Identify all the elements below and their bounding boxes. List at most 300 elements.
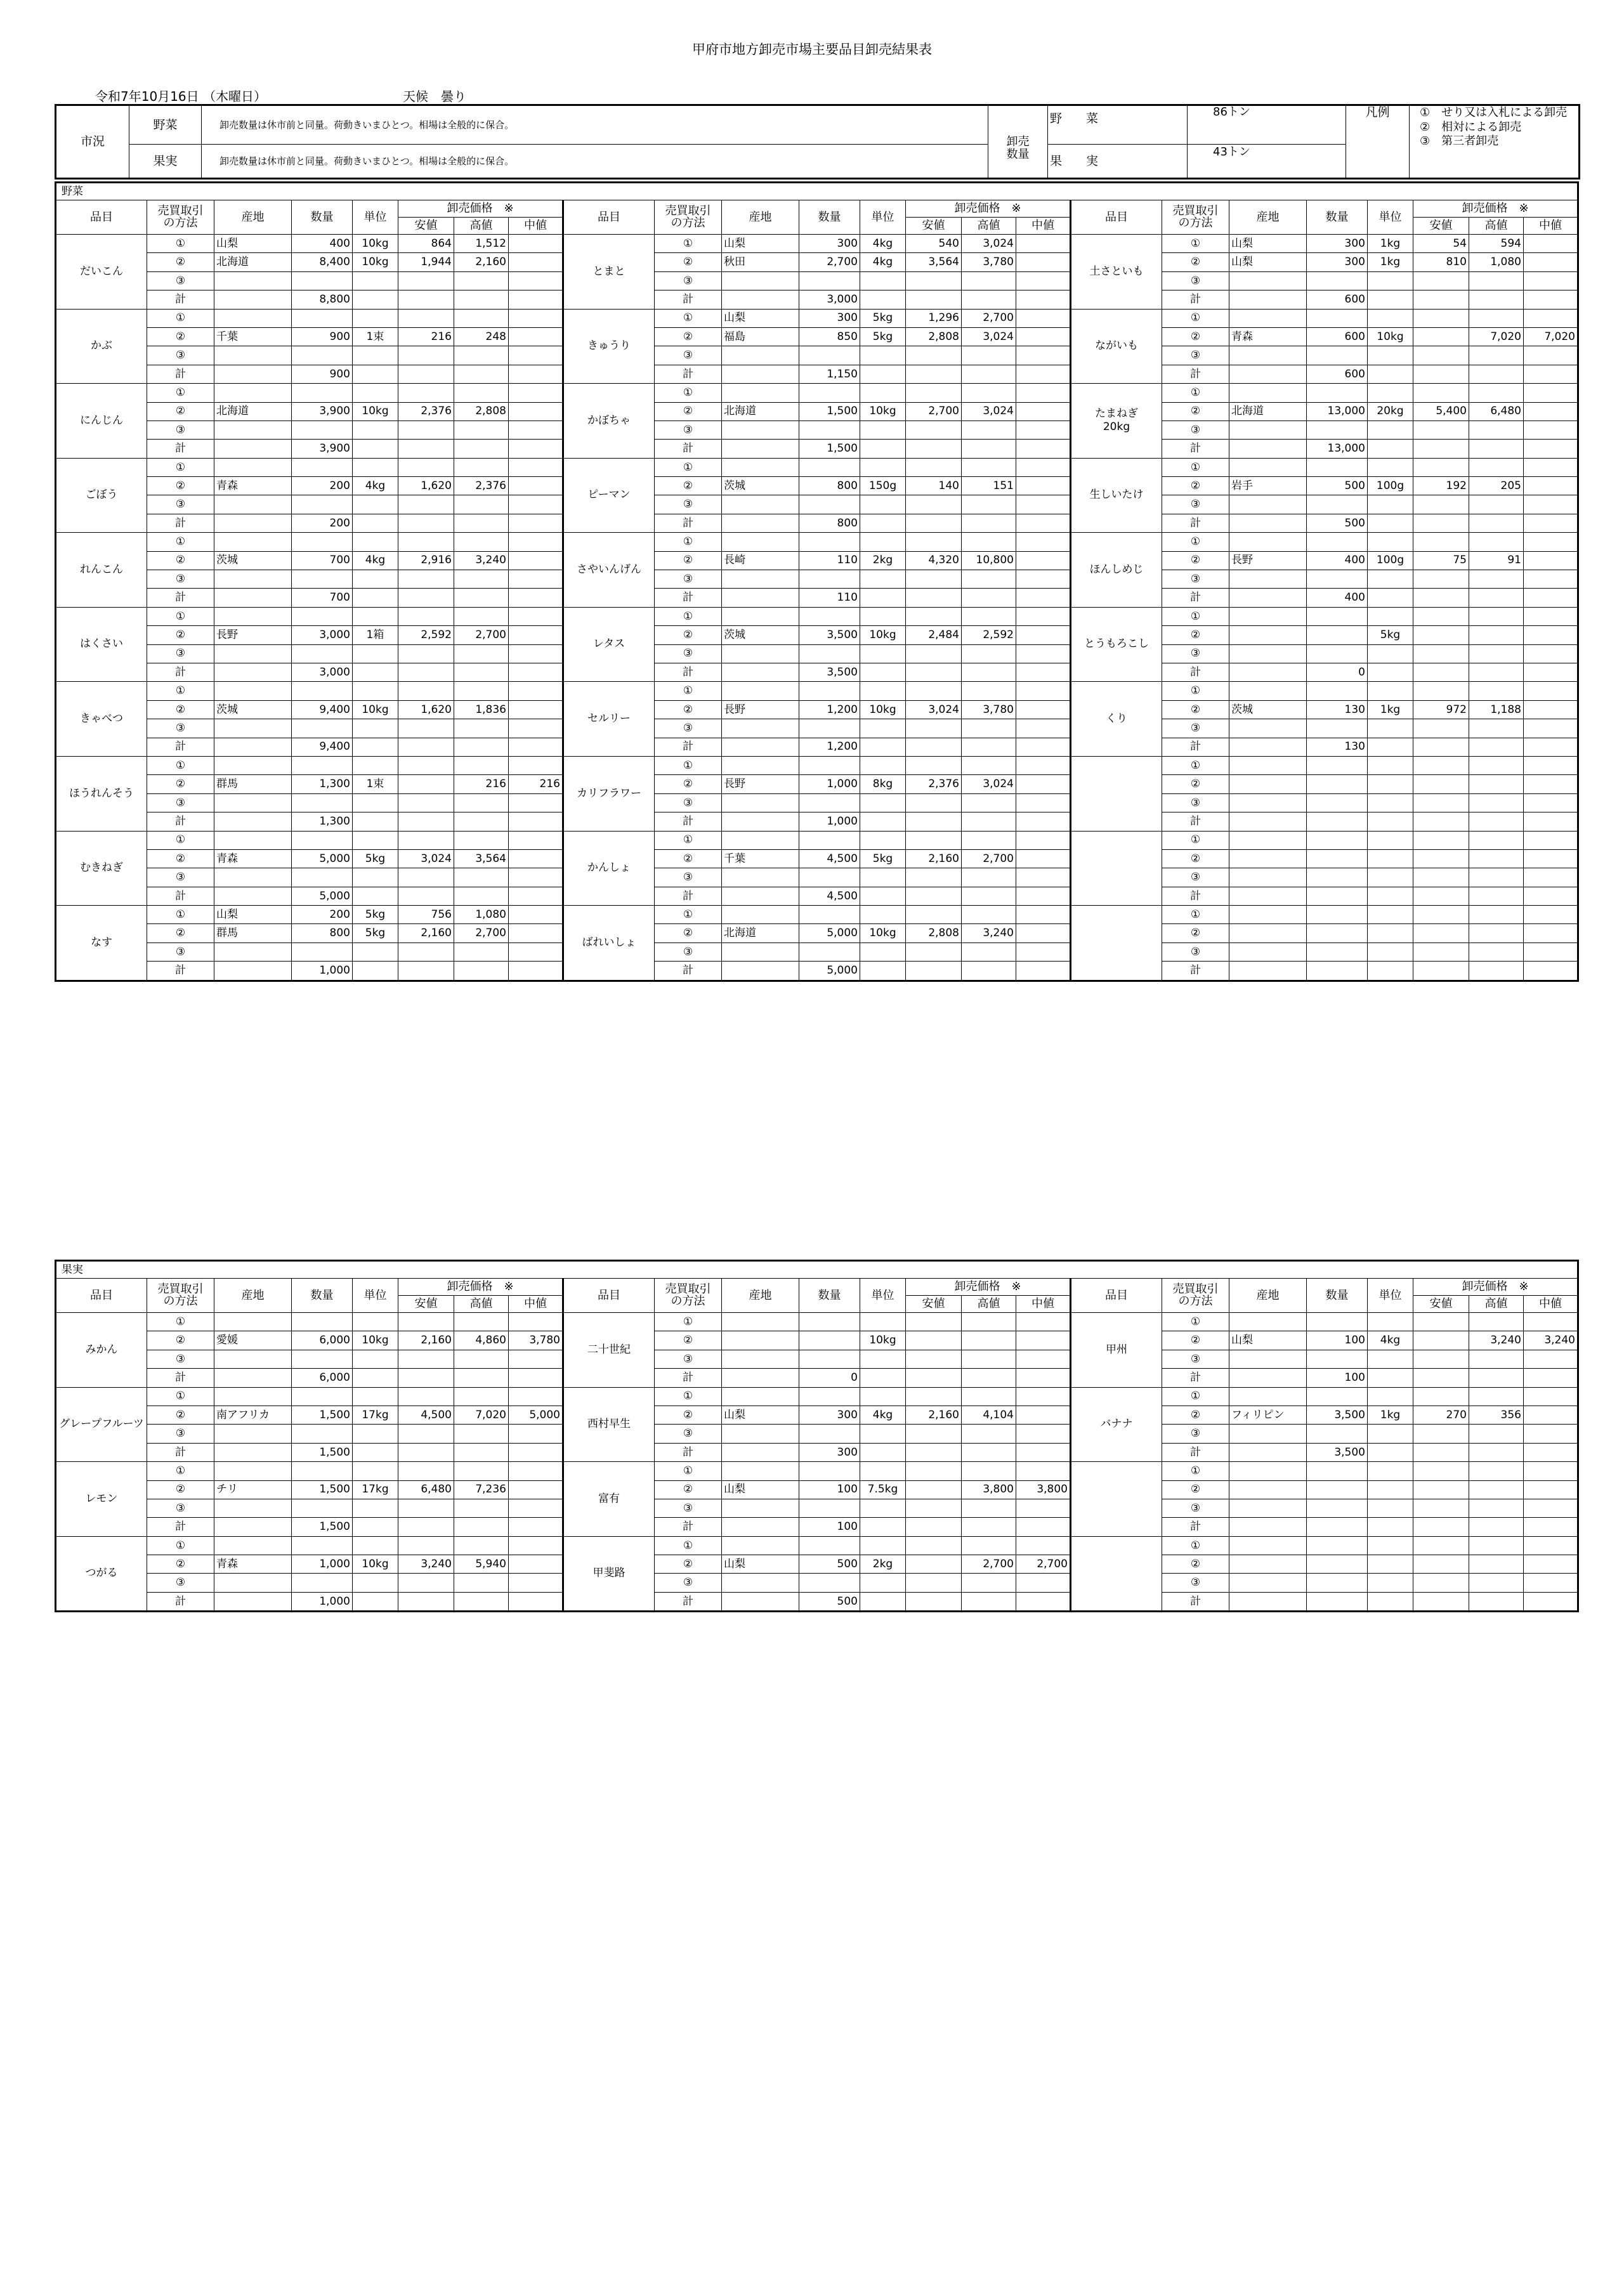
origin bbox=[1229, 1555, 1307, 1574]
quantity bbox=[292, 1574, 353, 1592]
method: ③ bbox=[147, 644, 214, 663]
quantity bbox=[292, 421, 353, 439]
unit bbox=[1368, 290, 1413, 309]
quantity: 800 bbox=[799, 477, 860, 495]
price-mid bbox=[1016, 1313, 1071, 1331]
price-high bbox=[1469, 1536, 1524, 1555]
unit bbox=[353, 887, 398, 905]
price-high bbox=[1469, 719, 1524, 738]
quantity bbox=[292, 533, 353, 551]
quantity: 300 bbox=[799, 235, 860, 253]
method: ① bbox=[147, 682, 214, 700]
origin bbox=[214, 271, 292, 290]
price-high bbox=[1469, 570, 1524, 589]
quantity bbox=[292, 682, 353, 700]
price-high: 2,808 bbox=[454, 402, 509, 421]
price-low bbox=[1413, 607, 1469, 625]
origin: 茨城 bbox=[722, 626, 799, 644]
table-row bbox=[56, 868, 1578, 887]
unit: 10kg bbox=[860, 700, 906, 719]
method: ③ bbox=[1162, 1425, 1229, 1443]
origin bbox=[722, 1313, 799, 1331]
unit bbox=[353, 458, 398, 476]
price-high bbox=[962, 887, 1016, 905]
method: ① bbox=[1162, 831, 1229, 849]
origin bbox=[1229, 1462, 1307, 1480]
quantity: 400 bbox=[1307, 589, 1368, 607]
quantity: 100 bbox=[1307, 1331, 1368, 1350]
price-low bbox=[1413, 1574, 1469, 1592]
quantity: 0 bbox=[799, 1369, 860, 1387]
price-low bbox=[398, 1387, 454, 1406]
unit: 1束 bbox=[353, 775, 398, 793]
price-mid bbox=[1016, 756, 1071, 774]
unit bbox=[1368, 682, 1413, 700]
item-name: ピーマン bbox=[563, 458, 655, 533]
unit bbox=[860, 1499, 906, 1517]
origin bbox=[214, 682, 292, 700]
item-name: むきねぎ bbox=[56, 831, 147, 906]
price-high bbox=[454, 1350, 509, 1368]
price-high bbox=[962, 421, 1016, 439]
price-mid bbox=[509, 253, 563, 271]
unit bbox=[860, 887, 906, 905]
method: ③ bbox=[655, 421, 722, 439]
quantity: 500 bbox=[799, 1555, 860, 1574]
price-high bbox=[1469, 1555, 1524, 1574]
price-high: 7,020 bbox=[454, 1406, 509, 1424]
header-method: 売買取引 の方法 bbox=[147, 200, 214, 235]
unit: 10kg bbox=[353, 253, 398, 271]
origin bbox=[214, 868, 292, 887]
method: 計 bbox=[147, 1592, 214, 1611]
price-mid bbox=[1524, 1480, 1578, 1499]
quantity bbox=[1307, 1536, 1368, 1555]
price-high: 3,024 bbox=[962, 775, 1016, 793]
unit bbox=[1368, 1499, 1413, 1517]
origin bbox=[214, 887, 292, 905]
unit bbox=[1368, 831, 1413, 849]
quantity bbox=[799, 756, 860, 774]
unit bbox=[353, 1499, 398, 1517]
quantity bbox=[1307, 775, 1368, 793]
method: ② bbox=[147, 849, 214, 868]
item-name: なす bbox=[56, 906, 147, 981]
origin bbox=[214, 1425, 292, 1443]
veg-market-comment: 卸売数量は休市前と同量。荷動きいまひとつ。相場は全般的に保合。 bbox=[202, 105, 988, 145]
price-high: 2,700 bbox=[454, 626, 509, 644]
method: 計 bbox=[147, 290, 214, 309]
method: ③ bbox=[655, 1574, 722, 1592]
method: 計 bbox=[1162, 1443, 1229, 1461]
price-low: 3,240 bbox=[398, 1555, 454, 1574]
price-low bbox=[1413, 1387, 1469, 1406]
price-low bbox=[1413, 812, 1469, 831]
unit bbox=[860, 831, 906, 849]
price-low bbox=[1413, 346, 1469, 365]
item-name: とまと bbox=[563, 235, 655, 310]
header-price-high: 高値 bbox=[454, 218, 509, 235]
quantity bbox=[1307, 756, 1368, 774]
method: ③ bbox=[1162, 421, 1229, 439]
price-mid bbox=[509, 1462, 563, 1480]
origin bbox=[1229, 756, 1307, 774]
quantity: 4,500 bbox=[799, 887, 860, 905]
unit bbox=[860, 1313, 906, 1331]
quantity bbox=[799, 644, 860, 663]
origin bbox=[214, 1313, 292, 1331]
fruits-table bbox=[55, 1260, 1579, 1612]
quantity: 110 bbox=[799, 589, 860, 607]
price-mid bbox=[1016, 384, 1071, 402]
unit bbox=[1368, 1518, 1413, 1536]
method: ③ bbox=[655, 943, 722, 961]
price-high: 2,160 bbox=[454, 253, 509, 271]
price-mid bbox=[1524, 477, 1578, 495]
method: ③ bbox=[655, 1425, 722, 1443]
table-row bbox=[56, 421, 1578, 439]
price-mid bbox=[1016, 290, 1071, 309]
price-mid bbox=[1524, 271, 1578, 290]
price-mid bbox=[1524, 533, 1578, 551]
quantity: 5,000 bbox=[799, 924, 860, 943]
quantity bbox=[1307, 812, 1368, 831]
price-mid bbox=[1016, 700, 1071, 719]
quantity: 700 bbox=[292, 589, 353, 607]
price-low bbox=[1413, 719, 1469, 738]
item-name: ながいも bbox=[1071, 309, 1162, 384]
price-low bbox=[398, 440, 454, 458]
price-low bbox=[398, 421, 454, 439]
price-mid bbox=[509, 607, 563, 625]
quantity bbox=[292, 1425, 353, 1443]
method: 計 bbox=[1162, 962, 1229, 981]
header-unit: 単位 bbox=[353, 1279, 398, 1313]
method: ③ bbox=[655, 1350, 722, 1368]
method: ③ bbox=[1162, 495, 1229, 514]
quantity bbox=[799, 1574, 860, 1592]
origin bbox=[722, 887, 799, 905]
origin bbox=[1229, 1369, 1307, 1387]
price-mid bbox=[1524, 1462, 1578, 1480]
quantity bbox=[799, 1313, 860, 1331]
origin: 長野 bbox=[722, 700, 799, 719]
quantity bbox=[1307, 1350, 1368, 1368]
quantity bbox=[799, 607, 860, 625]
price-high bbox=[962, 1350, 1016, 1368]
price-mid bbox=[509, 719, 563, 738]
table-row bbox=[56, 906, 1578, 924]
unit bbox=[353, 1536, 398, 1555]
method: ③ bbox=[147, 868, 214, 887]
table-row bbox=[56, 1499, 1578, 1517]
price-mid: 2,700 bbox=[1016, 1555, 1071, 1574]
price-mid: 3,240 bbox=[1524, 1331, 1578, 1350]
price-mid bbox=[509, 1480, 563, 1499]
method: ① bbox=[655, 906, 722, 924]
price-mid bbox=[1524, 682, 1578, 700]
origin: 茨城 bbox=[214, 700, 292, 719]
price-low bbox=[398, 309, 454, 327]
quantity: 850 bbox=[799, 327, 860, 346]
unit bbox=[353, 290, 398, 309]
quantity: 300 bbox=[799, 309, 860, 327]
quantity bbox=[1307, 384, 1368, 402]
quantity: 3,000 bbox=[799, 290, 860, 309]
price-high bbox=[962, 943, 1016, 961]
page-title: 甲府市地方卸売市場主要品目卸売結果表 bbox=[692, 42, 932, 57]
item-name: ほんしめじ bbox=[1071, 533, 1162, 608]
price-mid bbox=[509, 924, 563, 943]
price-low bbox=[906, 1331, 962, 1350]
quantity bbox=[1307, 607, 1368, 625]
price-mid bbox=[1524, 1387, 1578, 1406]
item-name: セルリー bbox=[563, 682, 655, 757]
method: ② bbox=[147, 253, 214, 271]
quantity: 300 bbox=[799, 1443, 860, 1461]
price-mid bbox=[1016, 1592, 1071, 1611]
unit bbox=[1368, 849, 1413, 868]
origin: 秋田 bbox=[722, 253, 799, 271]
price-high bbox=[454, 1443, 509, 1461]
price-high bbox=[1469, 1592, 1524, 1611]
price-low bbox=[1413, 924, 1469, 943]
price-high bbox=[1469, 607, 1524, 625]
price-high bbox=[962, 1499, 1016, 1517]
price-high bbox=[454, 793, 509, 812]
unit bbox=[1368, 1555, 1413, 1574]
unit: 5kg bbox=[1368, 626, 1413, 644]
unit bbox=[860, 1518, 906, 1536]
unit bbox=[860, 458, 906, 476]
quantity: 3,500 bbox=[1307, 1406, 1368, 1424]
price-low bbox=[398, 607, 454, 625]
method: ② bbox=[655, 327, 722, 346]
price-low bbox=[398, 962, 454, 981]
price-mid bbox=[1016, 775, 1071, 793]
unit bbox=[860, 719, 906, 738]
origin: 山梨 bbox=[722, 1480, 799, 1499]
price-low bbox=[906, 756, 962, 774]
origin bbox=[1229, 1592, 1307, 1611]
method: ① bbox=[1162, 458, 1229, 476]
method: 計 bbox=[1162, 887, 1229, 905]
price-low bbox=[398, 738, 454, 756]
quantity bbox=[1307, 887, 1368, 905]
price-high bbox=[1469, 421, 1524, 439]
origin bbox=[1229, 1443, 1307, 1461]
price-low bbox=[1413, 309, 1469, 327]
quantity: 3,500 bbox=[799, 626, 860, 644]
unit bbox=[353, 962, 398, 981]
origin bbox=[214, 290, 292, 309]
origin bbox=[1229, 1536, 1307, 1555]
price-mid bbox=[509, 663, 563, 681]
header-price-low: 安値 bbox=[398, 218, 454, 235]
unit bbox=[353, 570, 398, 589]
header-quantity: 数量 bbox=[1307, 200, 1368, 235]
quantity bbox=[1307, 533, 1368, 551]
unit bbox=[1368, 924, 1413, 943]
origin bbox=[214, 309, 292, 327]
origin bbox=[722, 719, 799, 738]
legend-item-1: ① せり又は入札による卸売 bbox=[1420, 106, 1568, 119]
price-low bbox=[1413, 1592, 1469, 1611]
header-unit: 単位 bbox=[1368, 200, 1413, 235]
price-mid bbox=[509, 589, 563, 607]
table-row bbox=[56, 309, 1578, 327]
price-high: 3,780 bbox=[962, 700, 1016, 719]
method: ③ bbox=[1162, 943, 1229, 961]
header-item: 品目 bbox=[1071, 1279, 1162, 1313]
price-mid: 216 bbox=[509, 775, 563, 793]
method: 計 bbox=[655, 514, 722, 532]
price-mid bbox=[1016, 1462, 1071, 1480]
fruit-volume-value: 43トン bbox=[1188, 145, 1346, 179]
price-low bbox=[398, 458, 454, 476]
method: ② bbox=[655, 849, 722, 868]
price-high bbox=[1469, 514, 1524, 532]
price-low bbox=[906, 570, 962, 589]
method: ③ bbox=[655, 271, 722, 290]
price-high bbox=[1469, 1443, 1524, 1461]
quantity: 3,900 bbox=[292, 402, 353, 421]
method: ③ bbox=[147, 495, 214, 514]
price-mid bbox=[1016, 346, 1071, 365]
origin: 青森 bbox=[214, 477, 292, 495]
price-mid bbox=[1524, 384, 1578, 402]
price-low bbox=[1413, 365, 1469, 383]
unit: 4kg bbox=[860, 1406, 906, 1424]
table-row bbox=[56, 458, 1578, 476]
price-low bbox=[906, 1499, 962, 1517]
header-price-mid: 中値 bbox=[509, 218, 563, 235]
price-high bbox=[454, 812, 509, 831]
method: ② bbox=[655, 626, 722, 644]
price-high bbox=[962, 1369, 1016, 1387]
price-high bbox=[454, 1462, 509, 1480]
price-high bbox=[962, 831, 1016, 849]
table-row bbox=[56, 663, 1578, 681]
price-high bbox=[454, 756, 509, 774]
method: ② bbox=[1162, 1331, 1229, 1350]
price-low bbox=[906, 1536, 962, 1555]
origin bbox=[1229, 290, 1307, 309]
quantity bbox=[1307, 495, 1368, 514]
price-mid bbox=[1524, 924, 1578, 943]
unit bbox=[860, 421, 906, 439]
method: ② bbox=[1162, 626, 1229, 644]
method: 計 bbox=[147, 1443, 214, 1461]
price-high bbox=[962, 271, 1016, 290]
method: ① bbox=[655, 682, 722, 700]
method: 計 bbox=[1162, 1369, 1229, 1387]
table-row bbox=[56, 533, 1578, 551]
origin bbox=[722, 1518, 799, 1536]
price-high bbox=[1469, 589, 1524, 607]
header-quantity: 数量 bbox=[799, 1279, 860, 1313]
quantity bbox=[799, 570, 860, 589]
quantity bbox=[292, 495, 353, 514]
origin bbox=[722, 440, 799, 458]
header-origin: 産地 bbox=[1229, 200, 1307, 235]
quantity bbox=[1307, 271, 1368, 290]
header-unit: 単位 bbox=[860, 200, 906, 235]
price-high bbox=[1469, 1480, 1524, 1499]
method: 計 bbox=[655, 663, 722, 681]
quantity bbox=[1307, 924, 1368, 943]
origin: 千葉 bbox=[214, 327, 292, 346]
legend-item-3: ③ 第三者卸売 bbox=[1420, 134, 1499, 148]
header-price-low: 安値 bbox=[906, 1296, 962, 1313]
table-row bbox=[56, 738, 1578, 756]
header-price-group: 卸売価格 ※ bbox=[1413, 200, 1578, 218]
unit bbox=[1368, 346, 1413, 365]
quantity bbox=[1307, 458, 1368, 476]
unit bbox=[353, 495, 398, 514]
price-high bbox=[1469, 962, 1524, 981]
header-method: 売買取引 の方法 bbox=[655, 1279, 722, 1313]
price-high: 3,240 bbox=[1469, 1331, 1524, 1350]
method: ① bbox=[147, 458, 214, 476]
quantity: 1,000 bbox=[799, 812, 860, 831]
unit bbox=[860, 1462, 906, 1480]
origin bbox=[1229, 384, 1307, 402]
quantity: 1,000 bbox=[292, 1592, 353, 1611]
quantity bbox=[292, 756, 353, 774]
veg-volume-value: 86トン bbox=[1188, 105, 1346, 145]
price-mid bbox=[1016, 477, 1071, 495]
origin bbox=[722, 793, 799, 812]
quantity bbox=[1307, 570, 1368, 589]
price-mid bbox=[1524, 1350, 1578, 1368]
price-low: 270 bbox=[1413, 1406, 1469, 1424]
price-high: 2,376 bbox=[454, 477, 509, 495]
volume-label: 卸売 数量 bbox=[988, 105, 1048, 179]
price-low bbox=[906, 719, 962, 738]
price-low: 2,376 bbox=[906, 775, 962, 793]
quantity: 1,000 bbox=[292, 962, 353, 981]
price-low bbox=[398, 1574, 454, 1592]
price-high bbox=[1469, 1574, 1524, 1592]
price-low: 1,620 bbox=[398, 700, 454, 719]
origin bbox=[214, 421, 292, 439]
unit bbox=[1368, 719, 1413, 738]
method: ② bbox=[655, 1406, 722, 1424]
unit: 4kg bbox=[860, 235, 906, 253]
unit bbox=[1368, 458, 1413, 476]
price-mid bbox=[1524, 1574, 1578, 1592]
origin bbox=[1229, 607, 1307, 625]
unit bbox=[353, 1574, 398, 1592]
quantity bbox=[292, 458, 353, 476]
table-row bbox=[56, 440, 1578, 458]
origin: 岩手 bbox=[1229, 477, 1307, 495]
method: ② bbox=[1162, 700, 1229, 719]
unit bbox=[860, 738, 906, 756]
origin bbox=[214, 1499, 292, 1517]
price-high bbox=[962, 1536, 1016, 1555]
price-low bbox=[1413, 1331, 1469, 1350]
price-low bbox=[1413, 458, 1469, 476]
unit: 5kg bbox=[860, 327, 906, 346]
price-mid bbox=[1016, 1387, 1071, 1406]
method: ① bbox=[1162, 607, 1229, 625]
item-name: 二十世紀 bbox=[563, 1313, 655, 1388]
price-mid bbox=[509, 738, 563, 756]
method: ③ bbox=[1162, 271, 1229, 290]
price-mid bbox=[1016, 1499, 1071, 1517]
